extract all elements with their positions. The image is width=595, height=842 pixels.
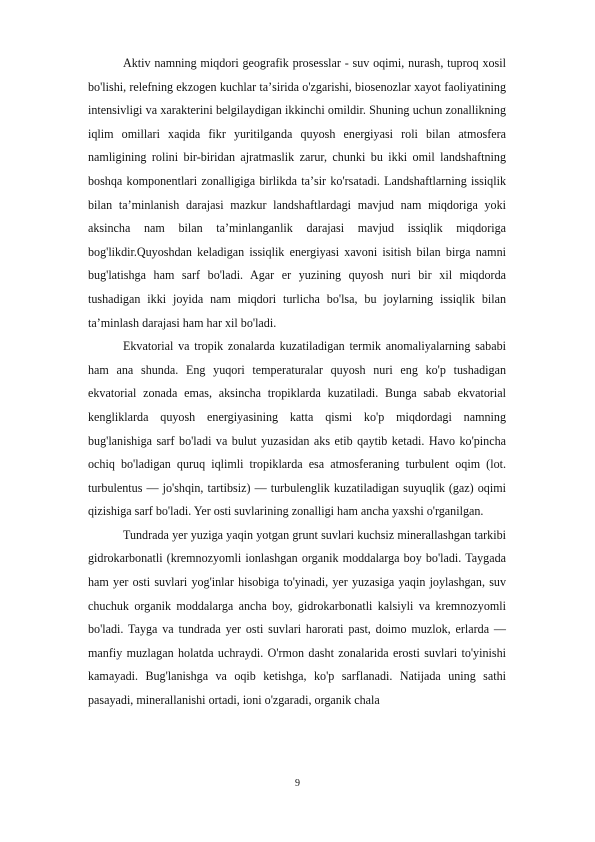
paragraph-2: Ekvatorial va tropik zonalarda kuzatiladigan termik anomaliyalarning sababi ham ana shunda. Eng yuqori temperaturalar quyosh nuri eng ko'p tushadigan ekvatorial zonada emas, aksincha tropiklarda kuzatiladi. Bunga sabab ekvatorial kengliklarda quyosh energiyasining katta qismi ko'p miqdordagi namning bug'lanishiga sarf bo'ladi va bulut yuzasidan aks etib qaytib ketadi. Havo ko'pincha ochiq bo'ladigan quruq iqlimli tropiklarda esa atmosferaning turbulent oqim (lot. turbulentus — jo'shqin, tartibsiz) — turbulenglik kuzatiladigan suyuqlik (gaz) oqimi qizishiga sarf bo'ladi. Yer osti suvlarining zonalligi ham ancha yaxshi o'rganilgan. xyxy=(88,339,506,519)
page-number: 9 xyxy=(295,778,300,789)
body-text xyxy=(88,52,506,713)
paragraph-1: Aktiv namning miqdori geografik prosesslar - suv oqimi, nurash, tuproq xosil bo'lishi, relefning ekzogen kuchlar taʼsirida o'zgarishi, biosenozlar xayot faoliyatining intensivligi va xarakterini belgilaydigan ikkinchi omildir. Shuning uchun zonallikning iqlim omillari xaqida fikr yuritilganda quyosh energiyasi roli bilan atmosfera namligining rolini bir-biridan ajratmaslik zarur, chunki bu ikki omil landshaftning boshqa komponentlari zonalligiga birlikda taʼsir ko'rsatadi. Landshaftlarning issiqlik bilan taʼminlanish darajasi mazkur landshaftlardagi mavjud nam miqdoriga yoki aksincha nam bilan taʼminlanganlik darajasi mavjud issiqlik miqdoriga bog'likdir.Quyoshdan keladigan issiqlik energiyasi xavoni isitish bilan birga namni bug'latishga ham sarf bo'ladi. Agar er yuzining quyosh nuri bir xil miqdorda tushadigan ikki joyida nam miqdori turlicha bo'lsa, bu joylarning issiqlik bilan taʼminlash darajasi ham har xil bo'ladi. xyxy=(88,56,506,330)
paragraph-3: Tundrada yer yuziga yaqin yotgan grunt suvlari kuchsiz minerallashgan tarkibi gidrokarbonatli (kremnozyomli ionlashgan organik moddalarga boy bo'ladi. Taygada ham yer osti suvlari yog'inlar hisobiga to'yinadi, yer yuzasiga yaqin joylashgan, suv chuchuk organik moddalarga ancha boy, gidrokarbonatli kalsiyli va kremnozyomli bo'ladi. Tayga va tundrada yer osti suvlari harorati past, doimo muzlok, erlarda — manfiy muzlagan holatda uchraydi. O'rmon dasht zonalarida erosti suvlari to'yinishi kamayadi. Bug'lanishga va oqib ketishga, ko'p sarflanadi. Natijada uning sathi pasayadi, minerallanishi ortadi, ioni o'zgaradi, organik chala xyxy=(88,527,506,708)
